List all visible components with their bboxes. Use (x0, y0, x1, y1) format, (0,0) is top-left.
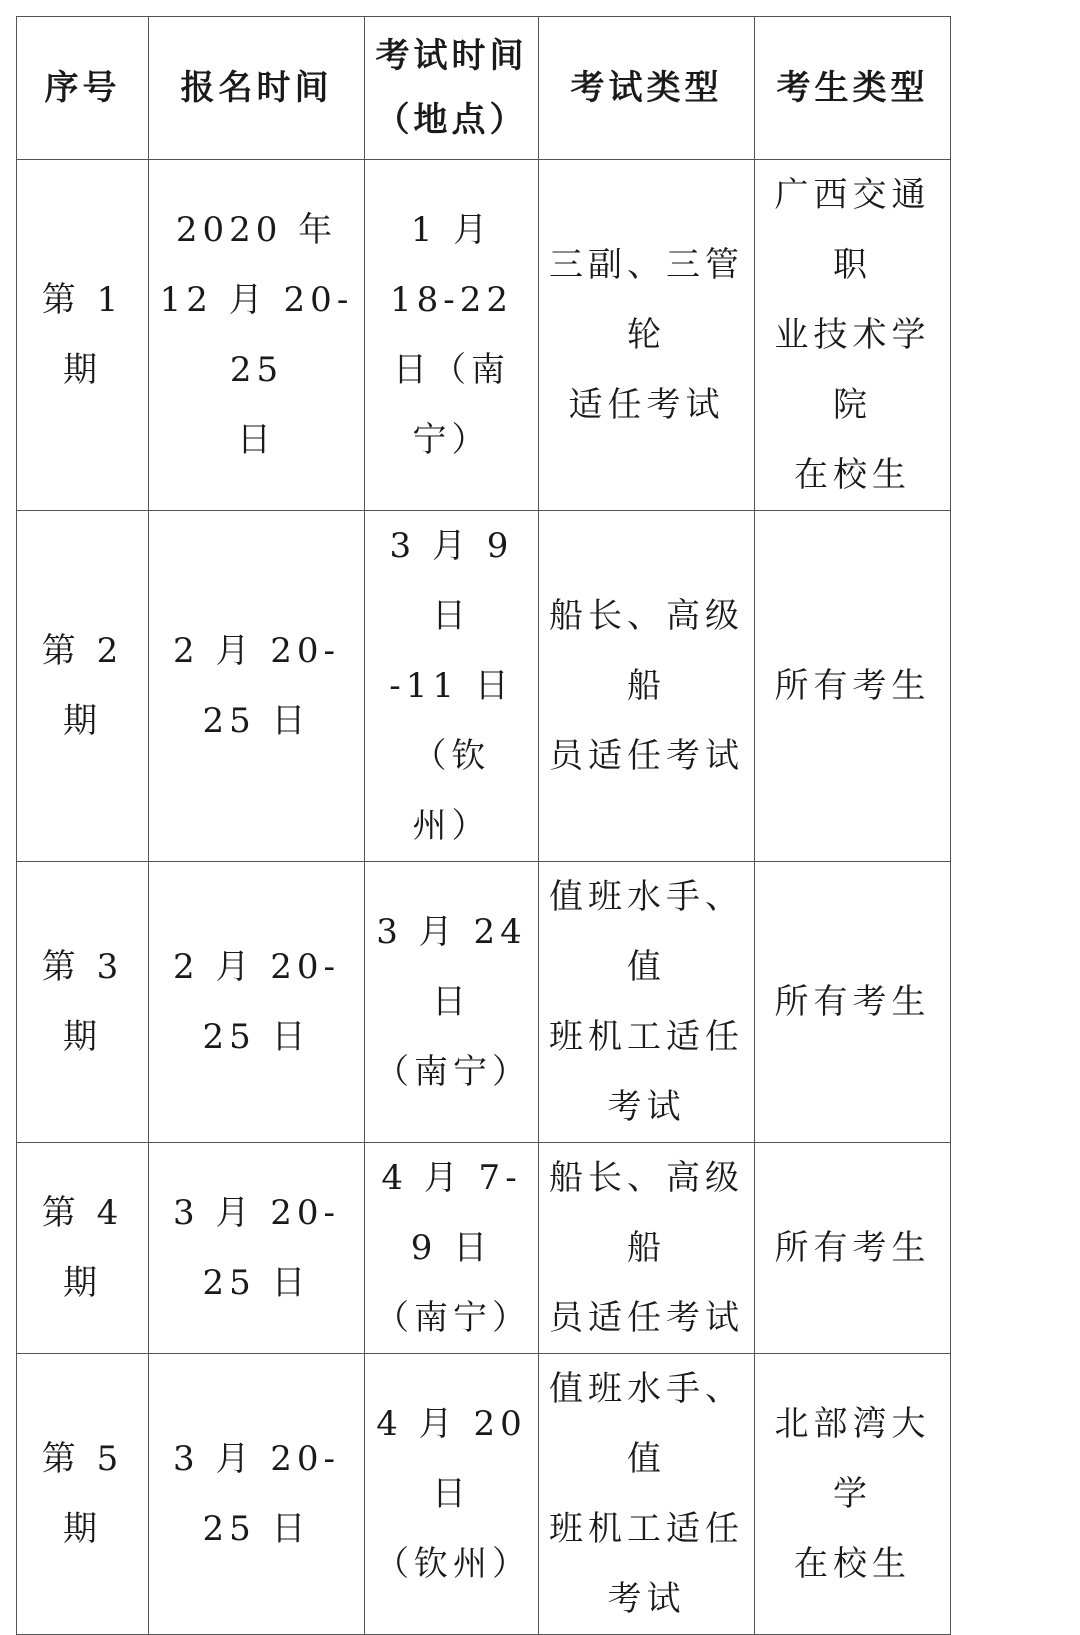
header-serial-number: 序号 (17, 17, 149, 160)
exam-time-cell: 3 月 9 日 -11 日（钦 州） (365, 511, 539, 862)
exam-time-cell: 4 月 20 日 （钦州） (365, 1354, 539, 1635)
exam-time-cell: 1 月 18-22 日（南宁） (365, 160, 539, 511)
registration-cell: 2 月 20-25 日 (149, 511, 365, 862)
candidate-type-cell: 所有考生 (755, 511, 951, 862)
registration-cell: 3 月 20-25 日 (149, 1143, 365, 1354)
table-row (17, 1354, 951, 1635)
registration-cell: 3 月 20-25 日 (149, 1354, 365, 1635)
exam-time-cell: 4 月 7-9 日 （南宁） (365, 1143, 539, 1354)
candidate-type-cell: 北部湾大学 在校生 (755, 1354, 951, 1635)
candidate-type-cell: 广西交通职 业技术学院 在校生 (755, 160, 951, 511)
table-row (17, 1143, 951, 1354)
exam-type-cell: 船长、高级船 员适任考试 (539, 511, 755, 862)
table-row (17, 862, 951, 1143)
exam-type-cell: 值班水手、值 班机工适任 考试 (539, 862, 755, 1143)
registration-cell: 2 月 20-25 日 (149, 862, 365, 1143)
period-cell: 第 5 期 (17, 1354, 149, 1635)
registration-cell: 2020 年 12 月 20-25 日 (149, 160, 365, 511)
period-cell: 第 4 期 (17, 1143, 149, 1354)
period-cell: 第 3 期 (17, 862, 149, 1143)
header-row (17, 17, 951, 160)
header-candidate-type: 考生类型 (755, 17, 951, 160)
header-exam-type: 考试类型 (539, 17, 755, 160)
exam-schedule-sheet (16, 16, 951, 1635)
header-exam-time-location: 考试时间 （地点） (365, 17, 539, 160)
exam-type-cell: 船长、高级船 员适任考试 (539, 1143, 755, 1354)
table-row (17, 160, 951, 511)
table-row (17, 511, 951, 862)
candidate-type-cell: 所有考生 (755, 862, 951, 1143)
exam-type-cell: 值班水手、值 班机工适任 考试 (539, 1354, 755, 1635)
period-cell: 第 1 期 (17, 160, 149, 511)
header-registration-time: 报名时间 (149, 17, 365, 160)
exam-schedule-table (16, 16, 951, 1635)
exam-time-cell: 3 月 24 日 （南宁） (365, 862, 539, 1143)
candidate-type-cell: 所有考生 (755, 1143, 951, 1354)
period-cell: 第 2 期 (17, 511, 149, 862)
exam-type-cell: 三副、三管轮 适任考试 (539, 160, 755, 511)
